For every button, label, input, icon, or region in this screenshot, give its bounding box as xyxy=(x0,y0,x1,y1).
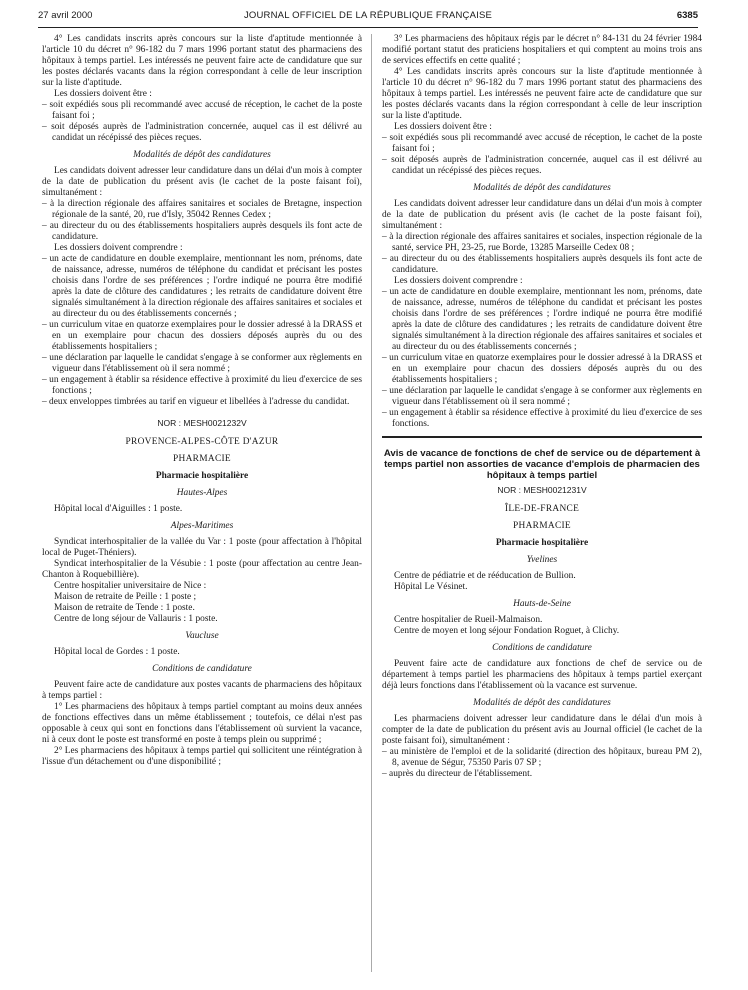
nor-reference: NOR : MESH0021231V xyxy=(497,485,587,495)
paragraph: Les dossiers doivent être : xyxy=(54,89,152,99)
list-item: – un curriculum vitae en quatorze exemplaires pour le dossier adressé à la DRASS et en un exemplaire pour chacun des dossiers déposés auprès du ou des établissements hospitaliers ; xyxy=(42,320,362,352)
paragraph: Les dossiers doivent comprendre : xyxy=(54,243,183,253)
post-line: Syndicat interhospitalier de la vallée du Var : 1 poste (pour affectation à l'hôpital local de Puget-Théniers). xyxy=(42,537,362,558)
list-item: – un acte de candidature en double exemplaire, mentionnant les nom, prénoms, date de naissance, adresse, numéros de téléphone du candidat et précisant les postes choisis dans l'ordre de ses préférences ; l'ordre indiqué ne pourra être modifié après la date de clôture des candidatures ; les retraits de candidature doivent être signalés simultanément à la direction régionale des affaires sanitaires et sociales et au directeur du ou des établissements concernés ; xyxy=(42,254,362,319)
list-item: – au directeur du ou des établissements hospitaliers auprès desquels ils font acte de candidature. xyxy=(382,254,702,275)
list-item: – à la direction régionale des affaires sanitaires et sociales de Bretagne, inspection régionale de la santé, 20, rue d'Isly, 35042 Rennes Cedex ; xyxy=(42,199,362,220)
left-column xyxy=(42,34,362,768)
department-heading: Hauts-de-Seine xyxy=(513,599,571,609)
post-line: Maison de retraite de Tende : 1 poste. xyxy=(54,603,195,613)
section-heading: Modalités de dépôt des candidatures xyxy=(473,183,611,193)
list-item: – un curriculum vitae en quatorze exemplaires pour le dossier adressé à la DRASS et en un exemplaire pour chacun des dossiers déposés auprès du ou des établissements hospitaliers ; xyxy=(382,353,702,385)
column-divider xyxy=(371,34,372,972)
list-item: – au ministère de l'emploi et de la solidarité (direction des hôpitaux, bureau PM 2), 8, avenue de Ségur, 75350 Paris 07 SP ; xyxy=(382,747,702,768)
subspecialty-heading: Pharmacie hospitalière xyxy=(495,538,589,548)
right-column xyxy=(382,34,702,780)
section-heading: Conditions de candidature xyxy=(152,664,252,674)
department-heading: Yvelines xyxy=(526,555,558,565)
list-item: – deux enveloppes timbrées au tarif en vigueur et libellées à l'adresse du candidat. xyxy=(42,397,350,407)
page-number: 6385 xyxy=(676,10,698,21)
paragraph: Les candidats doivent adresser leur candidature dans un délai d'un mois à compter de la date de publication du présent avis (le cachet de la poste faisant foi), simultanément : xyxy=(382,199,702,231)
list-item: – auprès du directeur de l'établissement. xyxy=(382,769,533,779)
list-item: – au directeur du ou des établissements hospitaliers auprès desquels ils font acte de candidature. xyxy=(42,221,362,242)
paragraph: 4° Les candidats inscrits après concours sur la liste d'aptitude mentionnée à l'article 10 du décret n° 96-182 du 7 mars 1996 portant statut des pharmaciens des hôpitaux à temps partiel. Les intéressés ne peuvent faire acte de candidature que sur les postes déclarés vacants dans la région correspondant à celle de leur inscription sur la liste d'aptitude. xyxy=(382,67,702,121)
section-heading: Modalités de dépôt des candidatures xyxy=(133,150,271,160)
paragraph: 3° Les pharmaciens des hôpitaux régis par le décret n° 84-131 du 24 février 1984 modifié portant statut des praticiens hospitaliers et qui comptent au moins trois ans de services effectifs en cette qualité ; xyxy=(382,34,702,66)
paragraph: Peuvent faire acte de candidature aux postes vacants de pharmaciens des hôpitaux à temps partiel : xyxy=(42,680,362,701)
post-line: Centre de moyen et long séjour Fondation Roguet, à Clichy. xyxy=(394,626,620,636)
post-line: Syndicat interhospitalier de la Vésubie : 1 poste (pour affectation au centre Jean-Chanton à Roquebillière). xyxy=(42,559,362,580)
section-rule xyxy=(382,436,702,438)
nor-reference: NOR : MESH0021232V xyxy=(157,418,247,428)
post-line: Centre de long séjour de Vallauris : 1 poste. xyxy=(54,614,218,624)
post-line: Hôpital local de Gordes : 1 poste. xyxy=(54,647,180,657)
region-heading: ÎLE-DE-FRANCE xyxy=(504,504,580,514)
specialty-heading: PHARMACIE xyxy=(173,454,231,464)
post-line: Centre hospitalier de Rueil-Malmaison. xyxy=(394,615,543,625)
department-heading: Alpes-Maritimes xyxy=(170,521,234,531)
paragraph: Les candidats doivent adresser leur candidature dans un délai d'un mois à compter de la date de publication du présent avis (le cachet de la poste faisant foi), simultanément : xyxy=(42,166,362,198)
post-line: Hôpital Le Vésinet. xyxy=(394,582,468,592)
list-item: – soit expédiés sous pli recommandé avec accusé de réception, le cachet de la poste faisant foi ; xyxy=(42,100,362,121)
paragraph: 2° Les pharmaciens des hôpitaux à temps partiel qui sollicitent une réintégration à l'issue d'un détachement ou d'une disponibilité ; xyxy=(42,746,362,767)
region-heading: PROVENCE-ALPES-CÔTE D'AZUR xyxy=(125,437,279,447)
list-item: – une déclaration par laquelle le candidat s'engage à se conformer aux règlements en vigueur dans l'établissement où il sera nommé ; xyxy=(42,353,362,374)
section-heading: Conditions de candidature xyxy=(492,643,592,653)
department-heading: Vaucluse xyxy=(185,631,219,641)
header-rule xyxy=(38,27,698,28)
specialty-heading: PHARMACIE xyxy=(513,521,571,531)
post-line: Maison de retraite de Peille : 1 poste ; xyxy=(54,592,197,602)
paragraph: Les dossiers doivent être : xyxy=(394,122,492,132)
page-header xyxy=(38,10,698,24)
post-line: Centre hospitalier universitaire de Nice : xyxy=(54,581,207,591)
post-line: Centre de pédiatrie et de rééducation de Bullion. xyxy=(394,571,576,581)
journal-title: JOURNAL OFFICIEL DE LA RÉPUBLIQUE FRANÇAISE xyxy=(243,10,493,21)
notice-title: Avis de vacance de fonctions de chef de service ou de département à temps partiel non assorties de vacance d'emplois de pharmacien des hôpitaux à temps partiel xyxy=(383,448,701,481)
issue-date: 27 avril 2000 xyxy=(38,10,93,21)
paragraph: Les dossiers doivent comprendre : xyxy=(394,276,523,286)
list-item: – une déclaration par laquelle le candidat s'engage à se conformer aux règlements en vigueur dans l'établissement où il sera nommé ; xyxy=(382,386,702,407)
section-heading: Modalités de dépôt des candidatures xyxy=(473,698,611,708)
paragraph: 1° Les pharmaciens des hôpitaux à temps partiel comptant au moins deux années de fonctions effectives dans un même établissement ; toutefois, ce délai n'est pas opposable à ceux qui sont en fonctions dans l'établissement où survient la vacance, ni à ceux dont le poste est transformé en poste à temps plein ou supprimé ; xyxy=(42,702,362,745)
post-line: Hôpital local d'Aiguilles : 1 poste. xyxy=(54,504,183,514)
subspecialty-heading: Pharmacie hospitalière xyxy=(155,471,249,481)
list-item: – à la direction régionale des affaires sanitaires et sociales, inspection régionale de la santé, service PH, 23-25, rue Borde, 13285 Marseille Cedex 08 ; xyxy=(382,232,702,253)
list-item: – un engagement à établir sa résidence effective à proximité du lieu d'exercice de ses fonctions. xyxy=(382,408,702,429)
list-item: – soit expédiés sous pli recommandé avec accusé de réception, le cachet de la poste faisant foi ; xyxy=(382,133,702,154)
paragraph: Peuvent faire acte de candidature aux fonctions de chef de service ou de département à temps partiel les pharmaciens des hôpitaux à temps partiel exerçant déjà leurs fonctions dans l'établissement où la vacance est survenue. xyxy=(382,659,702,691)
paragraph: Les pharmaciens doivent adresser leur candidature dans le délai d'un mois à compter de la date de publication du présent avis au Journal officiel (le cachet de la poste faisant foi), simultanément : xyxy=(382,714,702,746)
list-item: – un acte de candidature en double exemplaire, mentionnant les nom, prénoms, date de naissance, adresse, numéros de téléphone du candidat et précisant les postes choisis dans l'ordre de ses préférences ; l'ordre indiqué ne pourra être modifié après la date de clôture des candidatures ; les retraits de candidature doivent être signalés simultanément à la direction régionale des affaires sanitaires et sociales et au directeur du ou des établissements concernés ; xyxy=(382,287,702,352)
department-heading: Hautes-Alpes xyxy=(176,488,228,498)
list-item: – un engagement à établir sa résidence effective à proximité du lieu d'exercice de ses fonctions ; xyxy=(42,375,362,396)
paragraph: 4° Les candidats inscrits après concours sur la liste d'aptitude mentionnée à l'article 10 du décret n° 96-182 du 7 mars 1996 portant statut des pharmaciens des hôpitaux à temps partiel. Les intéressés ne peuvent faire acte de candidature que sur les postes déclarés vacants dans la région correspondant à celle de leur inscription sur la liste d'aptitude. xyxy=(42,34,362,88)
list-item: – soit déposés auprès de l'administration concernée, auquel cas il est délivré au candidat un récépissé des pièces reçues. xyxy=(42,122,362,143)
list-item: – soit déposés auprès de l'administration concernée, auquel cas il est délivré au candidat un récépissé des pièces reçues. xyxy=(382,155,702,176)
